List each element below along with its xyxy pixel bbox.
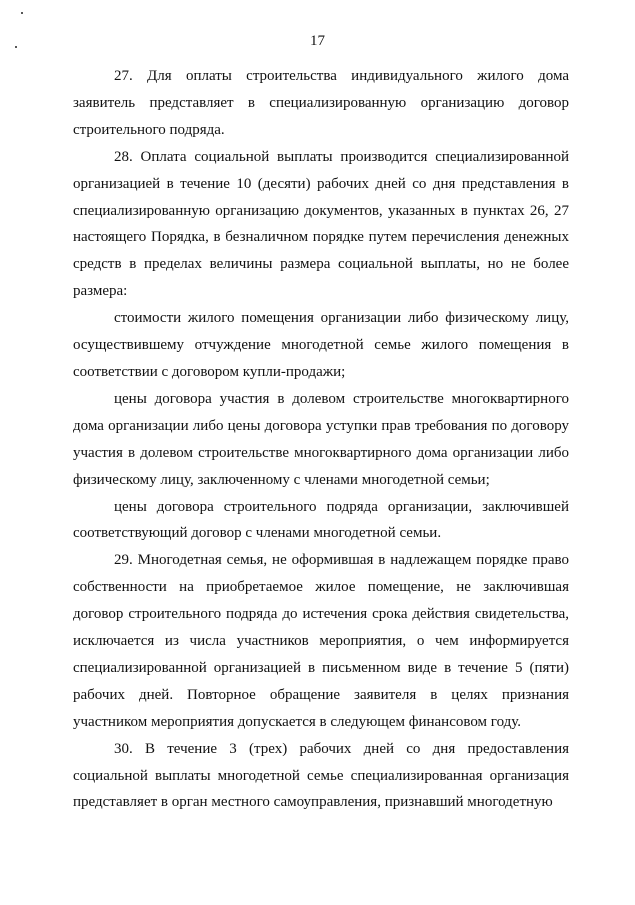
scan-speck [21, 12, 23, 14]
scan-speck [15, 46, 17, 48]
paragraph-30: 30. В течение 3 (трех) рабочих дней со дня предоставления социальной выплаты многодетной семье специализированная организация представляет в орган местного самоуправления, признавший многодетную [73, 740, 569, 811]
document-body [73, 63, 569, 816]
paragraph-28: 28. Оплата социальной выплаты производится специализированной организацией в течение 10 (десяти) рабочих дней со дня представления в специализированную организацию документов, указанных в пунктах 26, 27 настоящего Порядка, в безналичном порядке путем перечисления денежных средств в пределах величины размера социальной выплаты, но не более размера: [73, 148, 569, 300]
paragraph-29: 29. Многодетная семья, не оформившая в надлежащем порядке право собственности на приобретаемое жилое помещение, не заключившая договор строительного подряда до истечения срока действия свидетельства, исключается из числа участников мероприятия, о чем информируется специализированной организацией в письменном виде в течение 5 (пяти) рабочих дней. Повторное обращение заявителя в целях признания участником мероприятия допускается в следующем финансовом году. [73, 552, 569, 730]
paragraph-28-item-2: цены договора участия в долевом строительстве многоквартирного дома организации либо цены договора уступки прав требования по договору участия в долевом строительстве многоквартирного дома организации либо физическому лицу, заключенному с членами многодетной семьи; [73, 390, 569, 488]
paragraph-27: 27. Для оплаты строительства индивидуального жилого дома заявитель представляет в специализированную организацию договор строительного подряда. [73, 68, 569, 138]
paragraph-28-item-3: цены договора строительного подряда организации, заключившей соответствующий договор с членами многодетной семьи. [73, 498, 569, 542]
page-number: 17 [310, 33, 325, 49]
paragraph-28-item-1: стоимости жилого помещения организации либо физическому лицу, осуществившему отчуждение многодетной семье жилого помещения в соответствии с договором купли-продажи; [73, 310, 569, 380]
